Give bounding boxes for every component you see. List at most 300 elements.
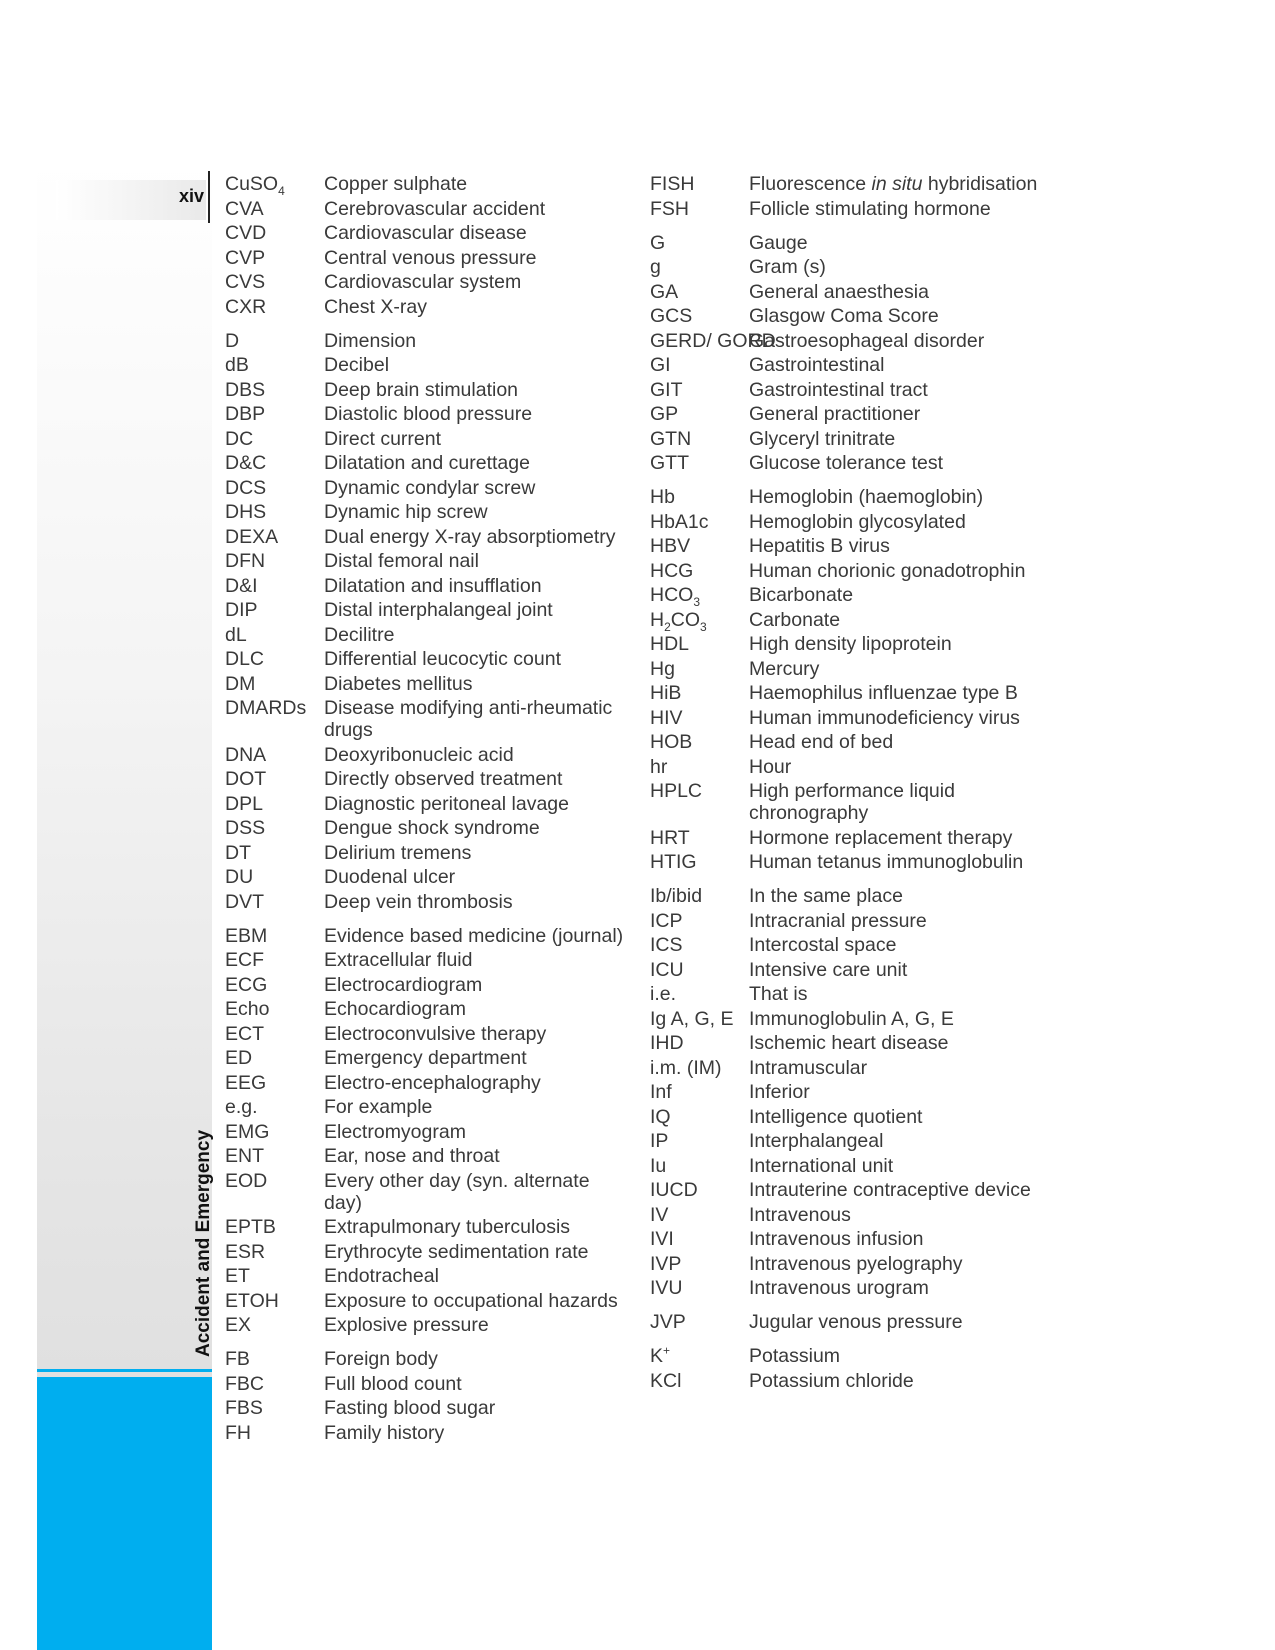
abbreviation-definition (324, 330, 630, 352)
term-text: JVP (650, 1311, 686, 1333)
definition-text: Extracellular fluid (324, 949, 473, 971)
page-number-rule (208, 171, 210, 223)
abbreviation-term (225, 1397, 324, 1419)
definition-text: Intensive care unit (749, 958, 908, 981)
abbreviation-entry (225, 817, 630, 839)
abbreviation-entry (225, 1241, 630, 1263)
abbreviation-entry (650, 1370, 1070, 1392)
definition-text: High density lipoprotein (749, 633, 952, 655)
abbreviation-term (225, 1096, 324, 1118)
term-text: Iu (650, 1154, 667, 1177)
definition-text: Dimension (324, 329, 417, 352)
abbreviation-term (650, 305, 749, 327)
abbreviation-definition (749, 330, 1070, 352)
definition-text: Bicarbonate (749, 584, 854, 606)
term-text: i.e. (650, 983, 677, 1005)
abbreviation-entry (225, 974, 630, 996)
abbreviation-entry (225, 1397, 630, 1419)
definition-text: Diastolic blood pressure (324, 403, 533, 425)
term-text: DM (225, 672, 256, 695)
blue-divider-line (37, 1369, 212, 1372)
abbreviation-entry (225, 452, 630, 474)
abbreviation-definition (324, 1216, 630, 1238)
definition-text: Intelligence quotient (749, 1105, 923, 1128)
term-text: DIP (225, 599, 258, 621)
abbreviation-term (650, 983, 749, 1005)
abbreviation-entry (225, 330, 630, 352)
abbreviation-entry (650, 934, 1070, 956)
abbreviation-term (225, 1422, 324, 1444)
abbreviation-entry (225, 1265, 630, 1287)
definition-text: Human immunodeficiency virus (749, 706, 1020, 729)
definition-text: Electro-encephalography (324, 1071, 541, 1094)
abbreviation-term (225, 768, 324, 790)
abbreviation-definition (324, 271, 630, 293)
abbreviation-term (225, 866, 324, 888)
abbreviation-entry (650, 1008, 1070, 1030)
abbreviation-definition (324, 1145, 630, 1167)
abbreviation-term (225, 550, 324, 572)
abbreviation-term (650, 354, 749, 376)
abbreviation-definition (324, 1348, 630, 1370)
abbreviation-entry (650, 486, 1070, 508)
abbreviation-entry (650, 1204, 1070, 1226)
term-text: GA (650, 280, 679, 303)
abbreviation-term (225, 842, 324, 864)
term-text: EMG (225, 1120, 270, 1143)
abbreviation-entry (650, 354, 1070, 376)
term-text: CVD (225, 222, 267, 244)
abbreviation-definition (324, 501, 630, 523)
definition-text: Dilatation and insufflation (324, 574, 542, 597)
abbreviation-entry (650, 403, 1070, 425)
term-text: DT (225, 841, 251, 864)
abbreviation-entry (225, 1072, 630, 1094)
definition-text: Carbonate (749, 608, 841, 631)
abbreviation-term (225, 354, 324, 376)
abbreviation-definition (749, 560, 1070, 582)
abbreviation-term (650, 535, 749, 557)
abbreviation-definition (324, 1422, 630, 1444)
abbreviation-term (650, 1311, 749, 1333)
abbreviation-entry (650, 452, 1070, 474)
abbreviation-term (225, 477, 324, 499)
abbreviations-right-column (650, 173, 1070, 1394)
definition-text: International unit (749, 1154, 894, 1177)
term-text: FISH (650, 173, 695, 195)
term-text: Hg (650, 657, 675, 680)
abbreviation-entry (650, 1311, 1070, 1333)
abbreviation-term (650, 1370, 749, 1392)
term-text: DVT (225, 890, 264, 913)
abbreviation-term (650, 1106, 749, 1128)
abbreviation-entry (650, 1106, 1070, 1128)
abbreviation-entry (225, 1216, 630, 1238)
abbreviation-entry (225, 379, 630, 401)
definition-text: Central venous pressure (324, 246, 537, 269)
definition-text: General anaesthesia (749, 280, 929, 303)
abbreviation-definition (324, 379, 630, 401)
abbreviation-entry (225, 925, 630, 947)
definition-text: Extrapulmonary tuberculosis (324, 1216, 571, 1238)
abbreviation-definition (749, 633, 1070, 655)
definition-text: General practitioner (749, 403, 921, 425)
term-text: DFN (225, 550, 266, 572)
term-text: IVU (650, 1277, 683, 1299)
abbreviation-entry (225, 599, 630, 621)
term-text: e.g. (225, 1096, 258, 1118)
abbreviation-definition (324, 198, 630, 220)
abbreviation-entry (225, 1348, 630, 1370)
abbreviation-entry (225, 768, 630, 790)
abbreviation-definition (324, 550, 630, 572)
abbreviation-entry (650, 1032, 1070, 1054)
abbreviation-definition (749, 1253, 1070, 1275)
abbreviation-entry (225, 271, 630, 293)
definition-text: Differential leucocytic count (324, 648, 562, 670)
definition-text: That is (749, 983, 808, 1005)
abbreviation-term (225, 925, 324, 947)
abbreviation-term (225, 1170, 324, 1214)
definition-text: Jugular venous pressure (749, 1311, 963, 1333)
term-text: D (225, 329, 240, 352)
abbreviation-definition (749, 584, 1070, 606)
definition-text: Inferior (749, 1081, 810, 1103)
term-text: DBP (225, 403, 266, 425)
term-text: HPLC (650, 780, 703, 802)
term-text: IV (650, 1203, 669, 1226)
abbreviation-definition (324, 866, 630, 888)
abbreviation-definition (749, 428, 1070, 450)
abbreviation-definition (324, 697, 630, 741)
abbreviation-definition (324, 842, 630, 864)
term-text: DC (225, 427, 254, 450)
abbreviation-definition (324, 1023, 630, 1045)
term-text: FBC (225, 1372, 264, 1395)
abbreviation-entry (650, 173, 1070, 195)
definition-text: Cardiovascular disease (324, 222, 527, 244)
abbreviation-definition (749, 1204, 1070, 1226)
abbreviation-term (225, 793, 324, 815)
abbreviation-term (650, 707, 749, 729)
abbreviation-entry (225, 501, 630, 523)
term-text: KCl (650, 1369, 682, 1392)
abbreviation-term (225, 648, 324, 670)
definition-text: Intramuscular (749, 1056, 868, 1079)
term-text-cont: CO (670, 608, 701, 631)
abbreviation-entry (650, 1228, 1070, 1250)
term-text: CXR (225, 295, 267, 318)
term-text: DBS (225, 378, 266, 401)
definition-text: Dual energy X-ray absorptiometry (324, 525, 616, 548)
term-text: GI (650, 354, 671, 376)
abbreviation-entry (650, 682, 1070, 704)
abbreviation-definition (324, 1397, 630, 1419)
term-text: ESR (225, 1240, 266, 1263)
abbreviation-entry (650, 232, 1070, 254)
term-text: DMARDs (225, 697, 307, 719)
term-text: Ig A, G, E (650, 1007, 734, 1030)
abbreviation-entry (225, 247, 630, 269)
abbreviation-definition (324, 1290, 630, 1312)
definition-text: Follicle stimulating hormone (749, 197, 991, 220)
term-text: IVP (650, 1252, 682, 1275)
abbreviation-entry (650, 885, 1070, 907)
abbreviation-definition (324, 1072, 630, 1094)
abbreviation-entry (650, 330, 1070, 352)
abbreviation-entry (225, 1096, 630, 1118)
abbreviation-entry (650, 1155, 1070, 1177)
abbreviation-term (650, 379, 749, 401)
abbreviation-term (225, 271, 324, 293)
abbreviation-entry (225, 1422, 630, 1444)
abbreviation-definition (324, 428, 630, 450)
term-text: GIT (650, 378, 683, 401)
definition-text: Cerebrovascular accident (324, 197, 546, 220)
term-text: ECG (225, 973, 268, 996)
abbreviation-term (650, 910, 749, 932)
abbreviation-definition (749, 1370, 1070, 1392)
definition-text: Deoxyribonucleic acid (324, 743, 514, 766)
definition-text: Intravenous infusion (749, 1228, 924, 1250)
abbreviation-term (650, 1228, 749, 1250)
definition-text: Haemophilus influenzae type B (749, 682, 1018, 704)
term-text: ICP (650, 909, 683, 932)
abbreviation-entry (225, 428, 630, 450)
abbreviation-term (225, 222, 324, 244)
abbreviation-definition (749, 354, 1070, 376)
abbreviation-definition (749, 1081, 1070, 1103)
abbreviation-definition (749, 1106, 1070, 1128)
abbreviation-definition (324, 1121, 630, 1143)
abbreviation-entry (225, 697, 630, 741)
abbreviation-definition (324, 673, 630, 695)
abbreviation-definition (749, 827, 1070, 849)
term-text: FBS (225, 1397, 263, 1419)
abbreviation-term (650, 1277, 749, 1299)
definition-text: Gastrointestinal (749, 354, 885, 376)
abbreviation-term (650, 1008, 749, 1030)
abbreviation-entry (225, 624, 630, 646)
definition-italic: in situ (871, 173, 923, 195)
abbreviation-entry (650, 851, 1070, 873)
abbreviation-term (650, 560, 749, 582)
abbreviation-term (225, 330, 324, 352)
abbreviation-entry (650, 707, 1070, 729)
abbreviation-term (650, 851, 749, 873)
abbreviation-term (225, 1023, 324, 1045)
definition-text: Hemoglobin glycosylated (749, 510, 966, 533)
abbreviation-term (225, 198, 324, 220)
abbreviation-term (650, 486, 749, 508)
abbreviation-term (650, 682, 749, 704)
abbreviation-definition (749, 959, 1070, 981)
abbreviation-definition (749, 379, 1070, 401)
definition-text: Diabetes mellitus (324, 672, 473, 695)
term-text: GP (650, 403, 679, 425)
abbreviation-term (225, 575, 324, 597)
abbreviation-entry (225, 296, 630, 318)
abbreviation-definition (324, 1241, 630, 1263)
term-text: EPTB (225, 1216, 276, 1238)
abbreviation-definition (749, 1345, 1070, 1367)
abbreviation-term (225, 1265, 324, 1287)
abbreviation-entry (225, 477, 630, 499)
term-text: IQ (650, 1105, 671, 1128)
abbreviation-term (225, 403, 324, 425)
definition-text: Glasgow Coma Score (749, 305, 939, 327)
abbreviation-entry (650, 256, 1070, 278)
term-text: DU (225, 866, 254, 888)
abbreviation-term (225, 1072, 324, 1094)
term-text: EOD (225, 1169, 268, 1192)
definition-text: Human tetanus immunoglobulin (749, 851, 1024, 873)
term-subscript: 2 (664, 619, 671, 634)
abbreviation-entry (225, 793, 630, 815)
term-text: CVS (225, 271, 266, 293)
abbreviation-definition (749, 885, 1070, 907)
abbreviation-entry (650, 1345, 1070, 1367)
abbreviation-entry (225, 1145, 630, 1167)
term-text: CVA (225, 197, 264, 220)
definition-text: Duodenal ulcer (324, 866, 456, 888)
definition-text: Electrocardiogram (324, 973, 483, 996)
term-text: ICU (650, 958, 684, 981)
abbreviation-entry (650, 1130, 1070, 1152)
abbreviation-term (650, 1081, 749, 1103)
definition-text: Potassium chloride (749, 1369, 914, 1392)
definition-text: Ear, nose and throat (324, 1145, 500, 1167)
abbreviation-term (225, 1121, 324, 1143)
abbreviation-definition (749, 1179, 1070, 1201)
term-text: DEXA (225, 525, 279, 548)
term-text: hr (650, 755, 668, 778)
abbreviation-term (225, 624, 324, 646)
abbreviation-term (225, 173, 324, 198)
definition-text: Disease modifying anti-rheumatic drugs (324, 697, 613, 741)
term-text: IP (650, 1130, 669, 1152)
term-text: DSS (225, 817, 266, 839)
definition-text: Diagnostic peritoneal lavage (324, 792, 569, 815)
abbreviation-definition (324, 817, 630, 839)
term-text: GTT (650, 452, 689, 474)
abbreviation-definition (749, 1008, 1070, 1030)
term-text: H (650, 608, 665, 631)
abbreviation-entry (225, 198, 630, 220)
definition-text: Cardiovascular system (324, 271, 522, 293)
abbreviation-term (650, 232, 749, 254)
definition-text: Erythrocyte sedimentation rate (324, 1240, 589, 1263)
term-text: HTIG (650, 851, 697, 873)
abbreviation-term (650, 584, 749, 609)
abbreviation-term (225, 998, 324, 1020)
page-number: xiv (178, 186, 204, 206)
definition-text: Family history (324, 1421, 445, 1444)
abbreviation-definition (749, 511, 1070, 533)
term-text: D&C (225, 452, 267, 474)
abbreviation-term (650, 885, 749, 907)
term-text: EX (225, 1314, 252, 1336)
abbreviation-term (225, 428, 324, 450)
definition-text: Hour (749, 755, 792, 778)
abbreviation-entry (225, 1314, 630, 1336)
abbreviation-term (225, 891, 324, 913)
abbreviation-entry (225, 673, 630, 695)
abbreviation-entry (650, 780, 1070, 824)
definition-text: Fluorescence (749, 173, 872, 195)
term-text: GTN (650, 427, 692, 450)
abbreviation-entry (650, 1277, 1070, 1299)
term-text: g (650, 256, 661, 278)
abbreviation-entry (650, 1179, 1070, 1201)
abbreviation-term (225, 452, 324, 474)
term-text: FH (225, 1421, 251, 1444)
abbreviation-entry (650, 535, 1070, 557)
definition-text: For example (324, 1096, 433, 1118)
abbreviation-term (225, 1241, 324, 1263)
definition-text: Potassium (749, 1345, 841, 1367)
abbreviation-definition (324, 575, 630, 597)
abbreviation-entry (225, 1373, 630, 1395)
abbreviation-term (225, 1290, 324, 1312)
abbreviation-definition (324, 648, 630, 670)
abbreviation-definition (324, 744, 630, 766)
abbreviation-entry (650, 560, 1070, 582)
term-text: HRT (650, 826, 690, 849)
term-text: ICS (650, 934, 683, 956)
abbreviation-definition (324, 1096, 630, 1118)
abbreviation-entry (225, 575, 630, 597)
definition-text: Gastroesophageal disorder (749, 329, 985, 352)
definition-text: Gauge (749, 231, 808, 254)
abbreviation-definition (324, 599, 630, 621)
definition-text: Copper sulphate (324, 173, 468, 195)
term-text: FSH (650, 197, 689, 220)
abbreviation-entry (650, 379, 1070, 401)
abbreviation-entry (650, 827, 1070, 849)
abbreviation-term (650, 1204, 749, 1226)
abbreviation-term (650, 198, 749, 220)
definition-text: Fasting blood sugar (324, 1397, 496, 1419)
definition-text: In the same place (749, 885, 903, 907)
abbreviation-definition (749, 756, 1070, 778)
abbreviation-definition (749, 452, 1070, 474)
term-text: DOT (225, 768, 267, 790)
abbreviation-definition (749, 535, 1070, 557)
definition-text: Hemoglobin (haemoglobin) (749, 486, 984, 508)
definition-text: Distal femoral nail (324, 550, 479, 572)
definition-text: Interphalangeal (749, 1130, 884, 1152)
abbreviation-term (650, 428, 749, 450)
definition-text: Intercostal space (749, 934, 897, 956)
definition-text: Chest X-ray (324, 295, 427, 318)
term-text: ET (225, 1265, 250, 1287)
abbreviation-definition (749, 780, 1070, 824)
abbreviation-definition (749, 486, 1070, 508)
term-text: K (650, 1345, 664, 1367)
abbreviation-term (650, 827, 749, 849)
abbreviation-term (225, 501, 324, 523)
abbreviation-term (650, 658, 749, 680)
abbreviation-definition (749, 609, 1070, 631)
abbreviation-term (650, 756, 749, 778)
abbreviation-definition (749, 934, 1070, 956)
abbreviation-definition (324, 793, 630, 815)
abbreviation-entry (225, 949, 630, 971)
abbreviation-term (650, 173, 749, 195)
abbreviation-entry (225, 1023, 630, 1045)
abbreviation-term (650, 731, 749, 753)
